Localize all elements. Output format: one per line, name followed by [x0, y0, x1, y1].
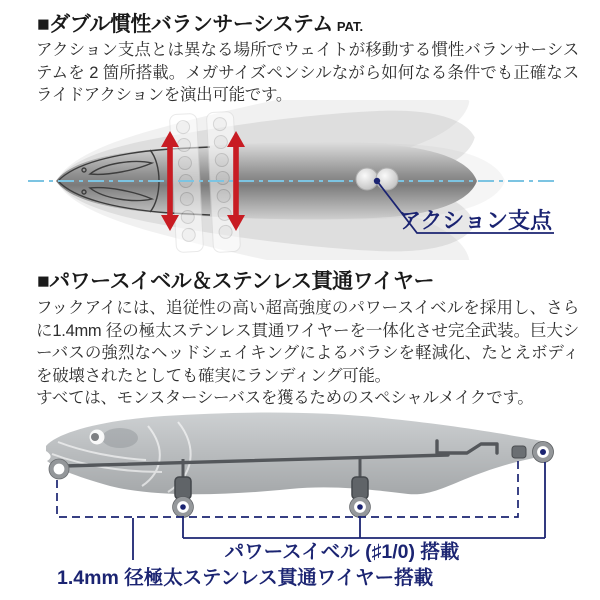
section2-title-text: ■パワースイベル＆ステンレス貫通ワイヤー — [37, 270, 434, 293]
section1-body-text: アクション支点とは異なる場所でウェイトが移動する慣性バランサーシステムを 2 箇所搭載。メガサイズペンシルながら如何なる条件でも正確なスライドアクションを演出可能です。 — [36, 41, 579, 104]
balancer-system-diagram — [0, 100, 600, 260]
patent-mark: PAT. — [336, 19, 364, 34]
swivel-label: パワースイベル (♯1/0) 搭載 — [224, 541, 460, 563]
action-pivot-label: アクション支点 — [399, 208, 552, 233]
section2-title — [37, 265, 434, 295]
tail-connector — [512, 446, 526, 458]
section2-body-line: フックアイには、追従性の高い超高強度のパワースイベルを採用し、さらに1.4mm 径の極太ステンレス貫通ワイヤーを一体化させ完全武装。巨大シーバスの強烈なヘッドシェイキングによるバラシを軽減化、たとえボディを破壊されたとしても確実にランディング可能。 — [36, 299, 579, 385]
wire-label: 1.4mm 径極太ステンレス貫通ワイヤー搭載 — [57, 567, 434, 589]
section1-title-text: ■ダブル慣性バランサーシステム — [37, 13, 333, 36]
section1-title — [37, 8, 363, 38]
front-eye-ring — [49, 459, 69, 479]
section2-body-text — [36, 297, 579, 410]
tail-eye-ring — [533, 442, 554, 463]
section2-body-line2: すべては、モンスターシーバスを獲るためのスペシャルメイクです。 — [36, 389, 534, 407]
through-wire-diagram — [0, 408, 600, 600]
lure-body-side-view — [46, 413, 552, 495]
